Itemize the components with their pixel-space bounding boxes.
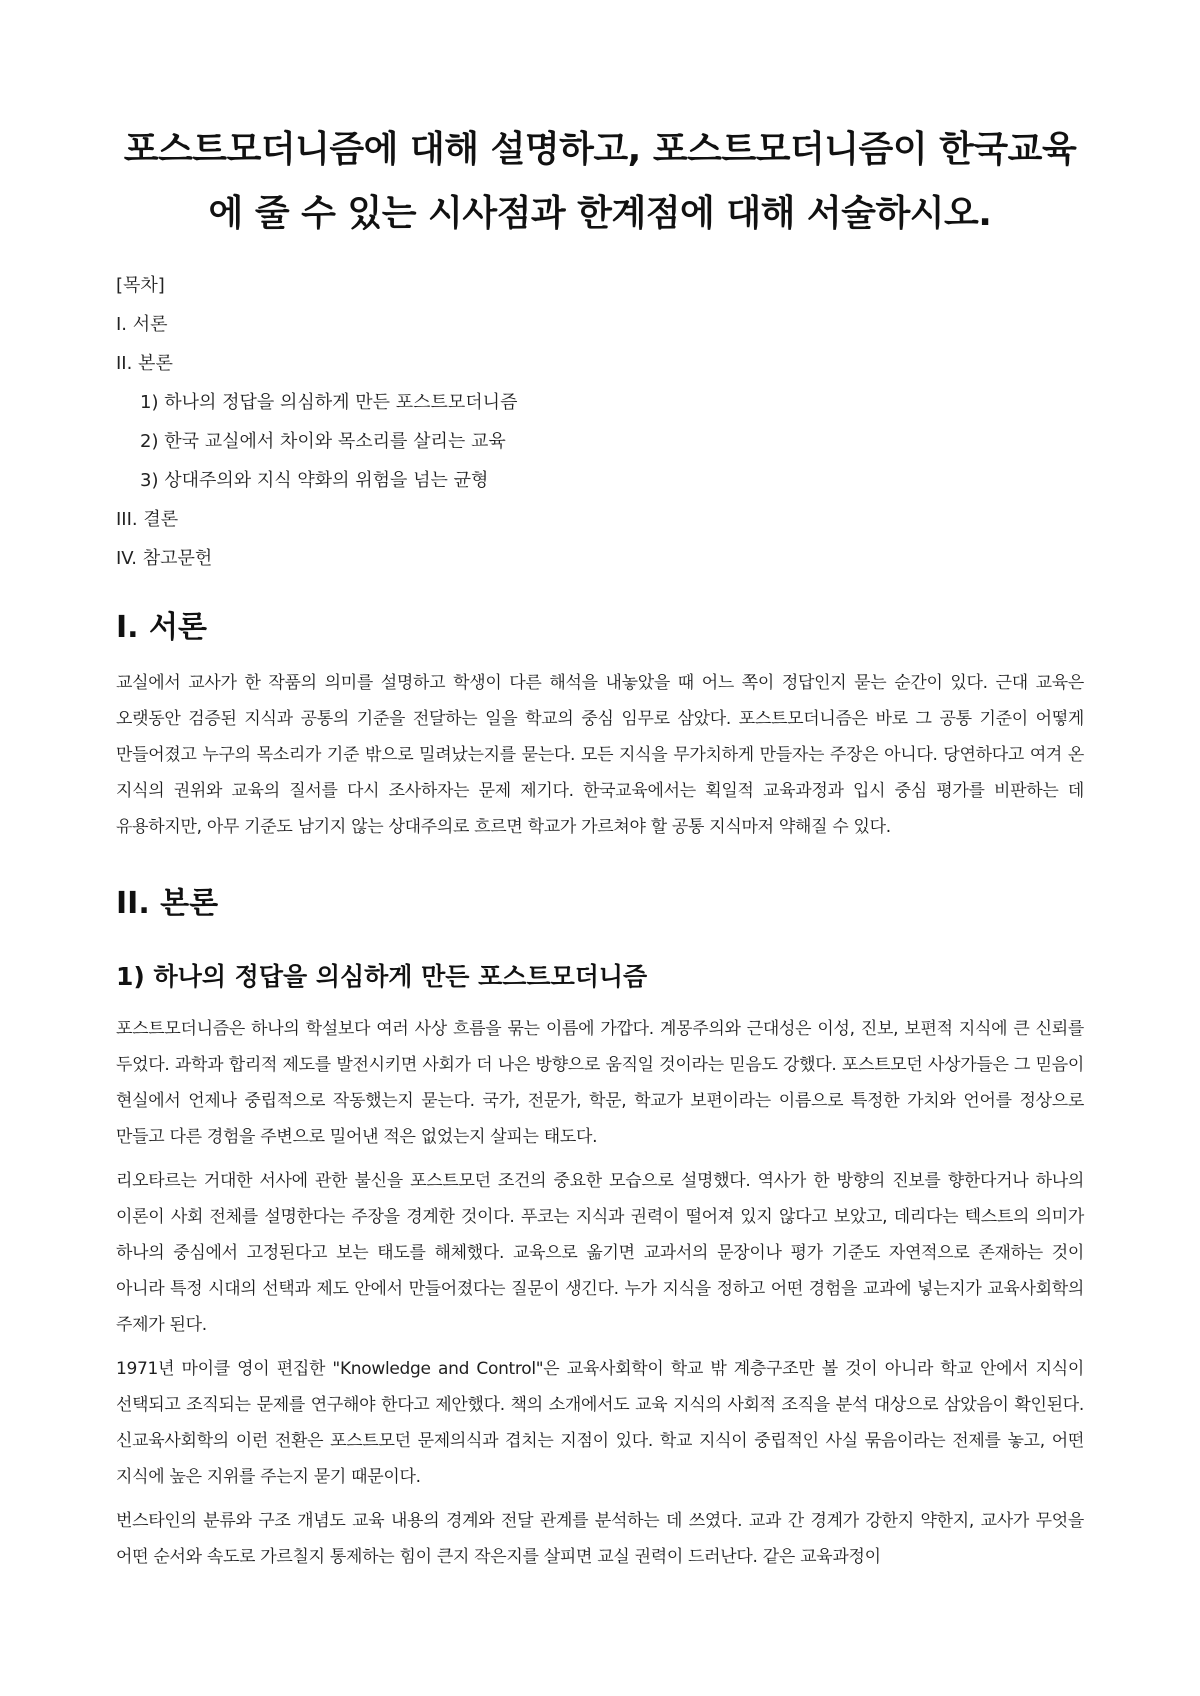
subsection-1-heading: 1) 하나의 정답을 의심하게 만든 포스트모더니즘 (116, 962, 648, 991)
toc-item-conclusion: III. 결론 (116, 509, 179, 530)
subsection-1-paragraph-2: 리오타르는 거대한 서사에 관한 불신을 포스트모던 조건의 중요한 모습으로 설명했다. 역사가 한 방향의 진보를 향한다거나 하나의 이론이 사회 전체를 설명한다는 주장을 경계한 것이다. 푸코는 지식과 권력이 떨어져 있지 않다고 보았고, 데리다는 텍스트의 의미가 하나의 중심에서 고정된다고 보는 태도를 해체했다. 교육으로 옮기면 교과서의 문장이나 평가 기준도 자연적으로 존재하는 것이 아니라 특정 시대의 선택과 제도 안에서 만들어졌다는 질문이 생긴다. 누가 지식을 정하고 어떤 경험을 교과에 넣는지가 교육사회학의 주제가 된다. (116, 1171, 1084, 1335)
intro-paragraph: 교실에서 교사가 한 작품의 의미를 설명하고 학생이 다른 해석을 내놓았을 때 어느 쪽이 정답인지 묻는 순간이 있다. 근대 교육은 오랫동안 검증된 지식과 공통의 기준을 전달하는 일을 학교의 중심 임무로 삼았다. 포스트모더니즘은 바로 그 공통 기준이 어떻게 만들어졌고 누구의 목소리가 기준 밖으로 밀려났는지를 묻는다. 모든 지식을 무가치하게 만들자는 주장은 아니다. 당연하다고 여겨 온 지식의 권위와 교육의 질서를 다시 조사하자는 문제 제기다. 한국교육에서는 획일적 교육과정과 입시 중심 평가를 비판하는 데 유용하지만, 아무 기준도 남기지 않는 상대주의로 흐르면 학교가 가르쳐야 할 공통 지식마저 약해질 수 있다. (116, 673, 1084, 837)
table-of-contents (116, 276, 1084, 569)
toc-item-body-3: 3) 상대주의와 지식 약화의 위험을 넘는 균형 (140, 470, 489, 491)
body-heading: II. 본론 (116, 886, 219, 921)
document-title-line-1: 포스트모더니즘에 대해 설명하고, 포스트모더니즘이 한국교육 (123, 129, 1077, 170)
toc-item-body-1: 1) 하나의 정답을 의심하게 만든 포스트모더니즘 (140, 392, 518, 413)
toc-item-body-2: 2) 한국 교실에서 차이와 목소리를 살리는 교육 (140, 431, 506, 452)
subsection-1-paragraph-4: 번스타인의 분류와 구조 개념도 교육 내용의 경계와 전달 관계를 분석하는 데 쓰였다. 교과 간 경계가 강한지 약한지, 교사가 무엇을 어떤 순서와 속도로 가르칠지 통제하는 힘이 큰지 작은지를 살피면 교실 권력이 드러난다. 같은 교육과정이 (116, 1511, 1084, 1567)
document-title-line-2: 에 줄 수 있는 시사점과 한계점에 대해 서술하시오. (208, 193, 992, 234)
document-title (116, 118, 1084, 246)
intro-heading: I. 서론 (116, 610, 207, 645)
toc-item-references: IV. 참고문헌 (116, 548, 213, 569)
subsection-1-paragraph-3: 1971년 마이클 영이 편집한 "Knowledge and Control"은 교육사회학이 학교 밖 계층구조만 볼 것이 아니라 학교 안에서 지식이 선택되고 조직되는 문제를 연구해야 한다고 제안했다. 책의 소개에서도 교육 지식의 사회적 조직을 분석 대상으로 삼았음이 확인된다. 신교육사회학의 이런 전환은 포스트모던 문제의식과 겹치는 지점이 있다. 학교 지식이 중립적인 사실 묶음이라는 전제를 놓고, 어떤 지식에 높은 지위를 주는지 묻기 때문이다. (116, 1359, 1084, 1487)
toc-item-intro: I. 서론 (116, 314, 168, 335)
toc-heading: [목차] (116, 275, 165, 296)
subsection-1-paragraph-1: 포스트모더니즘은 하나의 학설보다 여러 사상 흐름을 묶는 이름에 가깝다. 계몽주의와 근대성은 이성, 진보, 보편적 지식에 큰 신뢰를 두었다. 과학과 합리적 제도를 발전시키면 사회가 더 나은 방향으로 움직일 것이라는 믿음도 강했다. 포스트모던 사상가들은 그 믿음이 현실에서 언제나 중립적으로 작동했는지 묻는다. 국가, 전문가, 학문, 학교가 보편이라는 이름으로 특정한 가치와 언어를 정상으로 만들고 다른 경험을 주변으로 밀어낸 적은 없었는지 살피는 태도다. (116, 1019, 1084, 1147)
toc-item-body: II. 본론 (116, 353, 173, 374)
